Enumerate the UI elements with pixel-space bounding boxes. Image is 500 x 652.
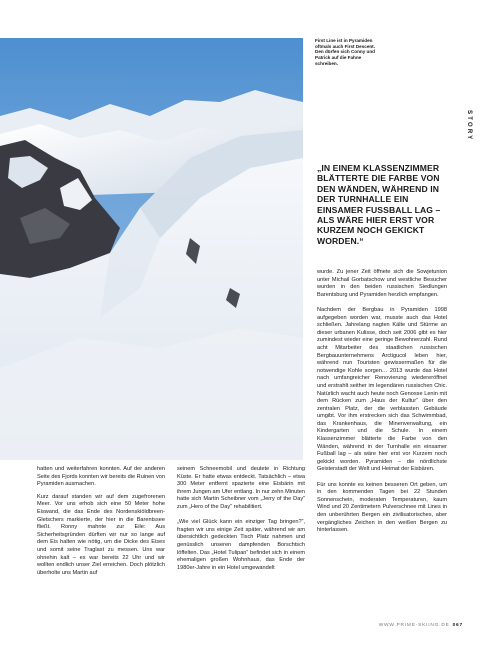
paragraph: Kurz darauf standen wir auf dem zugefrorenen Meer. Vor uns erhob sich eine 50 Meter hohe Eiswand, die das Ende des Nordenskiöldbreen-Gletschers markierte, der hier in die Barentssee fließt. Ronny mahnte zur Eile: Aus Sicherheitsgründen dürften wir nur so lange auf dem Eis halten wie nötig, um die Dicke des Eises und somit seine Traglast zu messen. Uns war ohnehin kalt – es war bereits 22 Uhr und wir wollten endlich unser Ziel erreichen. Doch plötzlich überholte uns Martin auf	[37, 493, 165, 576]
mountain-photo	[0, 38, 303, 460]
page-number: 067	[452, 623, 463, 628]
pull-quote: „IN EINEM KLASSENZIMMER BLÄTTERTE DIE FARBE VON DEN WÄNDEN, WÄHREND IN DER TURNHALLE EIN EINSAMER FUSSBALL LAG – ALS WÄRE HIER ERST VOR KURZEM NOCH GEKICKT WORDEN.“	[317, 163, 441, 246]
website-url[interactable]: WWW.PRIME-SKIING.DE	[378, 623, 450, 628]
section-label	[460, 84, 500, 144]
section-label-text: STORY	[466, 110, 472, 142]
article-column-2	[177, 466, 305, 580]
paragraph: Nachdem der Bergbau in Pyramiden 1998 aufgegeben worden war, musste auch das Hotel schließen. Jahrelang nagten Kälte und Stürme an dieser urbanen Kulisse, doch seit 2006 gibt es hier zumindest wieder eine geringe Bewohnerzahl. Rund acht Mitarbeiter des staatlichen russischen Bergbauunternehmens Arctigucol leben hier, während nun Touristen gewissermaßen für die notwendige Kohle sorgen… 2013 wurde das Hotel nach umfangreicher Renovierung wiedereröffnet und erstrahlt seither im legendären russischen Chic. Natürlich wacht auch heute noch Genosse Lenin mit dem Rücken zum „Haus der Kultur“ über den zentralen Platz, der die verblassten Gebäude umgibt. Vor ihm erstrecken sich das Schwimmbad, das Krankenhaus, die Minenverwaltung, ein Kindergarten und die Schule. In einem Klassenzimmer blätterte die Farbe von den Wänden, während in der Turnhalle ein einsamer Fußball lag – als wäre hier erst vor Kurzem noch gekickt worden. Pyramiden – die nördlichste Geisterstadt der Welt und Heimat der Eisbären.	[317, 306, 447, 473]
photo-caption: First Line ist in Pyramiden oftmals auch First Descent. Den dürfen sich Conny und Patrick auf die Fahne schreiben.	[315, 38, 375, 66]
article-column-1	[37, 466, 165, 585]
paragraph: Für uns konnte es keinen besseren Ort geben, um in den kommenden Tagen bei 22 Stunden Sonnenschein, moderaten Temperaturen, kaum Wind und 20 Zentimetern Pulverschnee mit Lines in den unberührten Bergen ein zivilisatorisches, aber vergängliches Zeichen in den weißen Bergen zu hinterlassen.	[317, 481, 447, 534]
paragraph: seinem Schneemobil und deutete in Richtung Küste. Er hatte etwas entdeckt. Tatsächlich – etwa 300 Meter entfernt spazierte eine Eisbärin mit ihrem Jungen am Ufer entlang. In nur zehn Minuten hatte sich Martin Scheibner vom „Jerry of the Day“ zum „Hero of the Day“ rehabilitiert.	[177, 466, 305, 510]
page-footer	[337, 623, 463, 632]
article-column-3	[317, 269, 447, 542]
paragraph: „Wie viel Glück kann ein einziger Tag bringen?“, fragten wir uns einige Zeit später, während wir am übersichtlich gedeckten Tisch Platz nahmen und genüsslich unseren dampfenden Borschtsch löffelten. Das „Hotel Tulipan“ befindet sich in einem ehemaligen großen Wohnhaus, das Ende der 1980er-Jahre in ein Hotel umgewandelt	[177, 519, 305, 571]
paragraph: hatten und weiterfahren konnten. Auf der anderen Seite des Fjords konnten wir bereits die Ruinen von Pyramiden ausmachen.	[37, 466, 165, 488]
paragraph: wurde. Zu jener Zeit öffnete sich die Sowjetunion unter Michail Gorbatschow und westliche Besucher wurden in den beiden russischen Siedlungen Barentsburg und Pyramiden herzlich empfangen.	[317, 269, 447, 298]
